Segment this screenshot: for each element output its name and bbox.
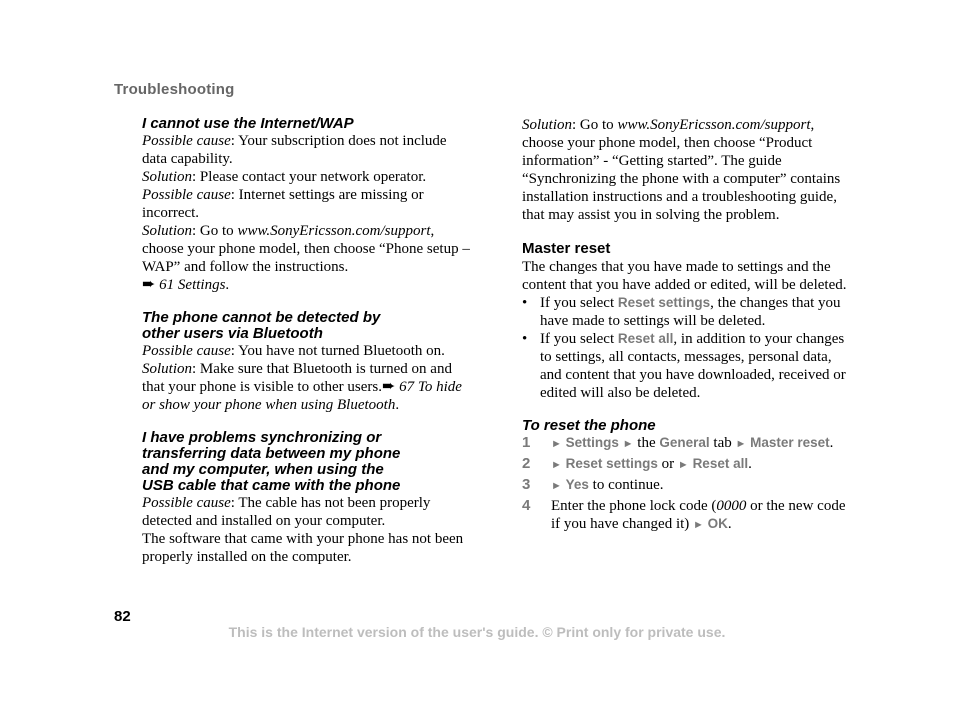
reference-arrow-icon: ➨ bbox=[142, 276, 156, 293]
master-reset-heading: Master reset bbox=[522, 240, 611, 257]
step-2: 2 ► Reset settings or ► Reset all. bbox=[522, 455, 752, 472]
internet-solution-2: Solution: Go to www.SonyEricsson.com/support, choose your phone model, then choose “Phone setup – WAP” and follow the instructions. bbox=[142, 223, 470, 275]
bluetooth-heading: The phone cannot be detected by other users via Bluetooth bbox=[142, 309, 381, 342]
menu-arrow-icon: ► bbox=[551, 480, 562, 492]
support-url: www.SonyEricsson.com/support bbox=[617, 117, 811, 133]
master-reset-intro: The changes that you have made to settings and the content that you have added or edited, will be deleted. bbox=[522, 259, 847, 293]
internet-reference: ➨ 61 Settings. bbox=[142, 276, 230, 293]
internet-solution-1: Solution: Please contact your network operator. bbox=[142, 169, 427, 185]
sync-solution: Solution: Go to www.SonyEricsson.com/support, choose your phone model, then choose “Product information” - “Getting started”. The guide “Synchronizing the phone with a computer” contains installation instructions and a troubleshooting guide, that may assist you in solving the problem. bbox=[522, 117, 841, 223]
reset-phone-heading: To reset the phone bbox=[522, 417, 656, 434]
step-4: 4 Enter the phone lock code (0000 or the new code if you have changed it) ► OK. bbox=[522, 497, 846, 532]
reset-all-option: Reset all bbox=[617, 331, 674, 346]
menu-arrow-icon: ► bbox=[551, 438, 562, 450]
list-item: • If you select Reset all, in addition to your changes to settings, all contacts, messages, personal data, and content that you have downloaded, received or edited will also be deleted. bbox=[522, 331, 846, 401]
reset-settings-option: Reset settings bbox=[617, 295, 711, 310]
step-1: 1 ► Settings ► the General tab ► Master reset. bbox=[522, 434, 834, 451]
menu-arrow-icon: ► bbox=[551, 459, 562, 471]
menu-arrow-icon: ► bbox=[735, 438, 747, 450]
list-item: • If you select Reset settings, the changes that you have made to settings will be deleted. bbox=[522, 295, 841, 329]
menu-arrow-icon: ► bbox=[677, 459, 689, 471]
bluetooth-solution: Solution: Make sure that Bluetooth is turned on and that your phone is visible to other users.➨ 67 To hide or show your phone when using Bluetooth. bbox=[142, 361, 462, 413]
master-reset-list bbox=[522, 294, 852, 402]
internet-cause-2: Possible cause: Internet settings are missing or incorrect. bbox=[142, 187, 424, 221]
right-column bbox=[522, 116, 852, 536]
bluetooth-cause: Possible cause: You have not turned Bluetooth on. bbox=[142, 343, 445, 359]
support-url: www.SonyEricsson.com/support bbox=[237, 223, 431, 239]
reference-arrow-icon: ➨ bbox=[381, 378, 396, 395]
menu-arrow-icon: ► bbox=[622, 438, 634, 450]
sync-cause: Possible cause: The cable has not been properly detected and installed on your computer. bbox=[142, 495, 431, 529]
internet-heading: I cannot use the Internet/WAP bbox=[142, 115, 354, 132]
left-column bbox=[142, 116, 472, 566]
footer-notice: This is the Internet version of the user's guide. © Print only for private use. bbox=[228, 624, 726, 640]
sync-heading: I have problems synchronizing or transferring data between my phone and my computer, when using the USB cable that came with the phone bbox=[142, 429, 401, 494]
sync-extra: The software that came with your phone has not been properly installed on the computer. bbox=[142, 531, 464, 565]
internet-cause-1: Possible cause: Your subscription does not include data capability. bbox=[142, 133, 447, 167]
step-3: 3 ► Yes to continue. bbox=[522, 476, 664, 493]
menu-arrow-icon: ► bbox=[693, 519, 704, 531]
section-title: Troubleshooting bbox=[114, 81, 235, 98]
page-number: 82 bbox=[114, 608, 131, 625]
